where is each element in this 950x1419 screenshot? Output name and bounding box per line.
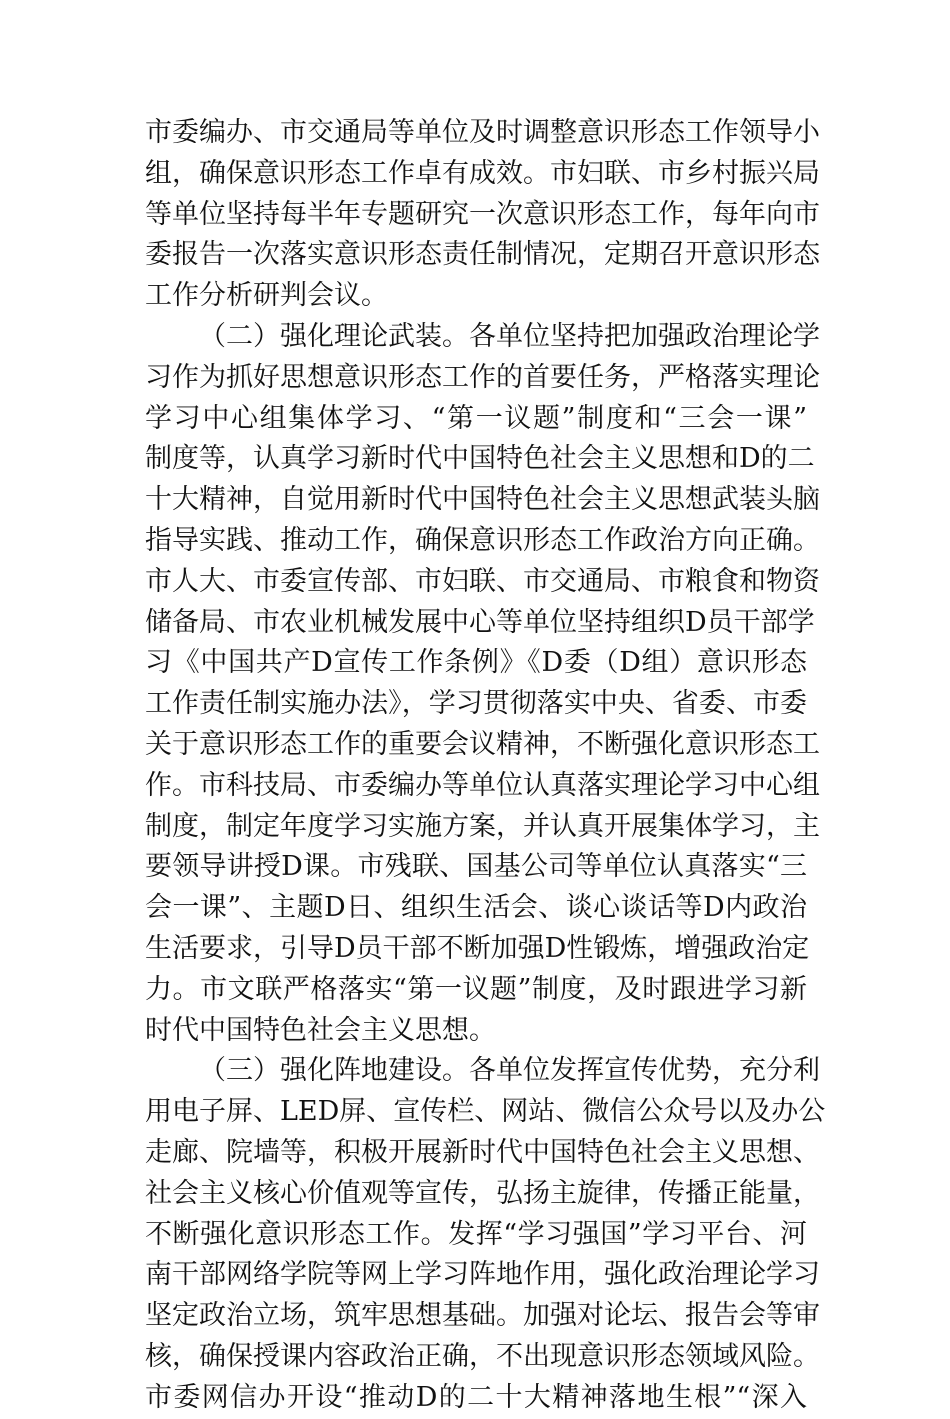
- text-line: 生活要求，引导D员干部不断加强D性锻炼，增强政治定: [145, 932, 810, 964]
- text-line: 社会主义核心价值观等宣传，弘扬主旋律，传播正能量，: [145, 1177, 820, 1209]
- text-line: 市委编办、市交通局等单位及时调整意识形态工作领导小: [145, 117, 820, 148]
- text-line: 关于意识形态工作的重要会议精神，不断强化意识形态工: [145, 728, 820, 760]
- text-line: 南干部网络学院等网上学习阵地作用，强化政治理论学习: [145, 1259, 820, 1291]
- text-line: 时代中国特色社会主义思想。: [145, 1014, 496, 1046]
- text-line: 用电子屏、LED屏、宣传栏、网站、微信公众号以及办公: [145, 1096, 826, 1128]
- text-line: 要领导讲授D课。市残联、国基公司等单位认真落实“三: [145, 851, 807, 883]
- text-line: 工作分析研判会议。: [145, 280, 388, 312]
- text-line: 走廊、院墙等，积极开展新时代中国特色社会主义思想、: [145, 1136, 820, 1168]
- body-text: [145, 113, 826, 1419]
- text-line: 工作责任制实施办法》，学习贯彻落实中央、省委、市委: [145, 688, 807, 720]
- text-line: 十大精神，自觉用新时代中国特色社会主义思想武装头脑: [145, 484, 820, 516]
- text-line: 制度，制定年度学习实施方案，并认真开展集体学习，主: [145, 810, 820, 842]
- text-line: 委报告一次落实意识形态责任制情况，定期召开意识形态: [145, 239, 820, 271]
- text-line: 作。市科技局、市委编办等单位认真落实理论学习中心组: [145, 769, 820, 801]
- text-line: 储备局、市农业机械发展中心等单位坚持组织D员干部学: [145, 606, 815, 638]
- text-line: 习《中国共产D宣传工作条例》《D委（D组）意识形态: [145, 647, 807, 679]
- section-heading-line: （三）强化阵地建设。各单位发挥宣传优势，充分利: [199, 1055, 820, 1087]
- text-line: 核，确保授课内容政治正确，不出现意识形态领域风险。: [145, 1340, 820, 1372]
- text-line: 学习中心组集体学习、“第一议题”制度和“三会一课”: [145, 402, 807, 434]
- text-line: 等单位坚持每半年专题研究一次意识形态工作，每年向市: [145, 198, 820, 230]
- text-line: 会一课”、主题D日、组织生活会、谈心谈话等D内政治: [145, 892, 807, 924]
- text-line: 指导实践、推动工作，确保意识形态工作政治方向正确。: [145, 524, 820, 556]
- text-line: 不断强化意识形态工作。发挥“学习强国”学习平台、河: [145, 1218, 807, 1250]
- text-line: 坚定政治立场，筑牢思想基础。加强对论坛、报告会等审: [145, 1300, 820, 1332]
- text-line: 组，确保意识形态工作卓有成效。市妇联、市乡村振兴局: [145, 157, 820, 189]
- text-line: 习作为抓好思想意识形态工作的首要任务，严格落实理论: [145, 361, 820, 393]
- text-line: 市委网信办开设“推动D的二十大精神落地生根”“深入: [145, 1381, 807, 1413]
- text-line: 市人大、市委宣传部、市妇联、市交通局、市粮食和物资: [145, 565, 820, 597]
- text-line: 制度等，认真学习新时代中国特色社会主义思想和D的二: [145, 443, 815, 475]
- text-line: 力。市文联严格落实“第一议题”制度，及时跟进学习新: [145, 973, 807, 1005]
- section-heading-line: （二）强化理论武装。各单位坚持把加强政治理论学: [199, 320, 820, 352]
